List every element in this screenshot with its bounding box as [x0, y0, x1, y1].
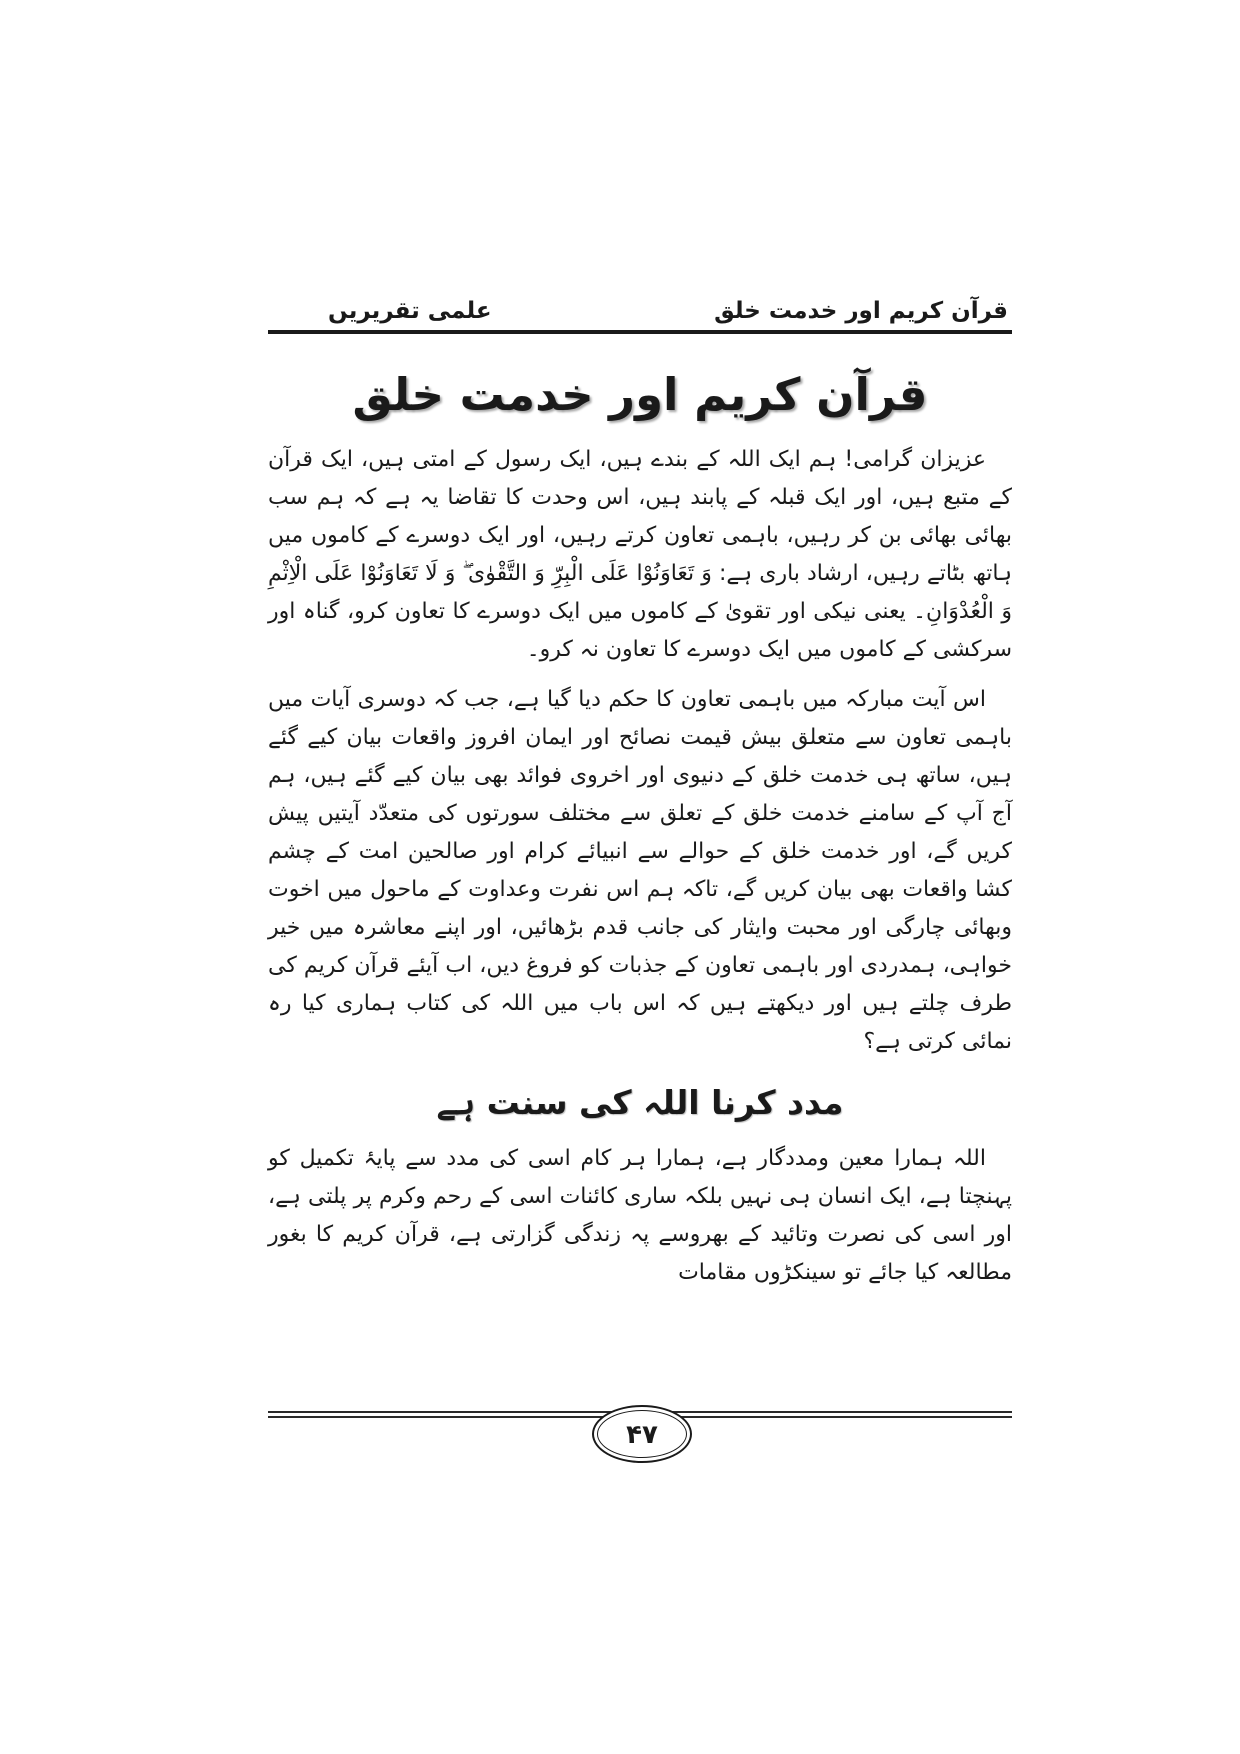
chapter-title: قرآن کریم اور خدمت خلق [352, 368, 928, 421]
page-number-badge [592, 1405, 692, 1463]
header-rule [268, 330, 1012, 334]
running-head-book-title: علمی تقریریں [328, 298, 492, 324]
section-heading: مدد کرنا اللہ کی سنت ہے [436, 1083, 844, 1122]
page-footer [268, 1411, 1012, 1481]
page-content [268, 298, 1012, 1304]
page-number: ۴۷ [626, 1420, 658, 1450]
paragraph-intro: عزیزان گرامی! ہم ایک اللہ کے بندے ہیں، ایک رسول کے امتی ہیں، ایک قرآن کے متبع ہیں، اور ایک قبلہ کے پابند ہیں، اس وحدت کا تقاضا یہ ہے کہ ہم سب بھائی بھائی بن کر رہیں، باہمی تعاون کرتے رہیں، اور ایک دوسرے کے کاموں میں ہاتھ بٹاتے رہیں، ارشاد باری ہے: وَ تَعَاوَنُوْا عَلَی الْبِرِّ وَ التَّقْوٰی ۖ وَ لَا تَعَاوَنُوْا عَلَی الْاِثْمِ وَ الْعُدْوَانِ۔ یعنی نیکی اور تقویٰ کے کاموں میں ایک دوسرے کا تعاون کرو، گناہ اور سرکشی کے کاموں میں ایک دوسرے کا تعاون نہ کرو۔ [268, 447, 1012, 662]
paragraph-section-body: اللہ ہمارا معین ومددگار ہے، ہمارا ہر کام اسی کی مدد سے پایۂ تکمیل کو پہنچتا ہے، ایک انسان ہی نہیں بلکہ ساری کائنات اسی کے رحم وکرم پر پلتی ہے، اور اسی کی نصرت وتائید کے بھروسے پہ زندگی گزارتی ہے، قرآن کریم کا بغور مطالعہ کیا جائے تو سینکڑوں مقامات [268, 1146, 1012, 1285]
paragraph-explanation: اس آیت مبارکہ میں باہمی تعاون کا حکم دیا گیا ہے، جب کہ دوسری آیات میں باہمی تعاون سے متعلق بیش قیمت نصائح اور ایمان افروز واقعات بیان کیے گئے ہیں، ساتھ ہی خدمت خلق کے دنیوی اور اخروی فوائد بھی بیان کیے گئے ہیں، ہم آج آپ کے سامنے خدمت خلق کے تعلق سے مختلف سورتوں کی متعدّد آیتیں پیش کریں گے، اور خدمت خلق کے حوالے سے انبیائے کرام اور صالحین امت کے چشم کشا واقعات بھی بیان کریں گے، تاکہ ہم اس نفرت وعداوت کے ماحول میں اخوت وبھائی چارگی اور محبت وایثار کی جانب قدم بڑھائیں، اور اپنے معاشرہ میں خیر خواہی، ہمدردی اور باہمی تعاون کے جذبات کو فروغ دیں، اب آیئے قرآن کریم کی طرف چلتے ہیں اور دیکھتے ہیں کہ اس باب میں اللہ کی کتاب ہماری کیا رہ نمائی کرتی ہے؟ [268, 687, 1012, 1054]
running-head [268, 298, 1012, 330]
running-head-chapter-title: قرآن کریم اور خدمت خلق [714, 298, 1008, 324]
